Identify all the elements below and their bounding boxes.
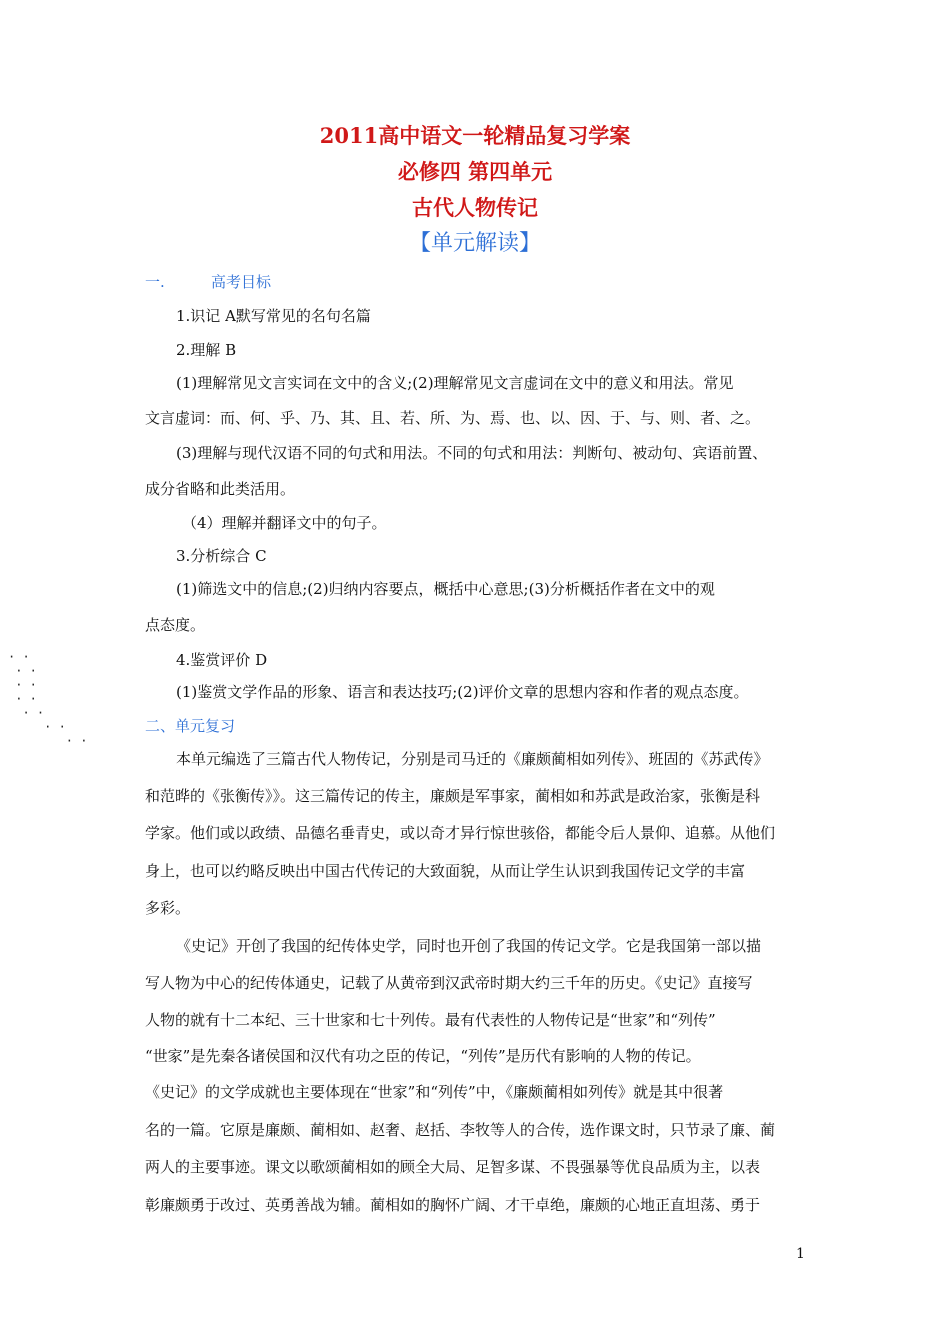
body-line: 名的一篇。它原是廉颇、蔺相如、赵奢、赵括、李牧等人的合传，选作课文时，只节录了廉、蔺 <box>145 1121 776 1139</box>
document-title: 2011高中语文一轮精品复习学案 <box>319 123 631 148</box>
body-line: 点态度。 <box>145 616 206 634</box>
section-heading-unit-review: 二、单元复习 <box>145 717 236 735</box>
body-line: 多彩。 <box>145 899 191 917</box>
body-line: (1)鉴赏文学作品的形象、语言和表达技巧;(2)评价文章的思想内容和作者的观点态度。 <box>176 683 749 701</box>
body-line: 人物的就有十二本纪、三十世家和七十列传。最有代表性的人物传记是“世家”和“列传” <box>145 1011 716 1029</box>
body-line: (3)理解与现代汉语不同的句式和用法。不同的句式和用法：判断句、被动句、宾语前置、 <box>176 444 768 462</box>
body-line: 写人物为中心的纪传体通史，记载了从黄帝到汉武帝时期大约三千年的历史。《史记》直接写 <box>145 974 753 992</box>
body-line: 《史记》的文学成就也主要体现在“世家”和“列传”中，《廉颇蔺相如列传》就是其中很著 <box>145 1083 724 1101</box>
body-line: 4.鉴赏评价 D <box>176 651 268 669</box>
body-line: 彰廉颇勇于改过、英勇善战为辅。蔺相如的胸怀广阔、才干卓绝，廉颇的心地正直坦荡、勇于 <box>145 1196 761 1214</box>
body-line: 成分省略和此类活用。 <box>145 480 296 498</box>
body-line: (1)筛选文中的信息;(2)归纳内容要点，概括中心意思;(3)分析概括作者在文中的观 <box>176 580 715 598</box>
body-line: 2.理解 B <box>176 341 237 359</box>
body-line: 身上，也可以约略反映出中国古代传记的大致面貌，从而让学生认识到我国传记文学的丰富 <box>145 862 746 880</box>
section-label: 【单元解读】 <box>408 231 541 256</box>
body-line: 3.分析综合 C <box>176 547 267 565</box>
section-heading-text: 高考目标 <box>211 273 272 291</box>
body-line: “世家”是先秦各诸侯国和汉代有功之臣的传记，“列传”是历代有影响的人物的传记。 <box>145 1047 701 1065</box>
body-line: 学家。他们或以政绩、品德名垂青史，或以奇才异行惊世骇俗，都能令后人景仰、追慕。从他们 <box>145 824 776 842</box>
margin-marks: · · · · · · · · · · · · · · <box>8 650 88 748</box>
body-line: 和范晔的《张衡传》》。这三篇传记的传主，廉颇是军事家，蔺相如和苏武是政治家，张衡是科 <box>145 787 761 805</box>
body-line: (1)理解常见文言实词在文中的含义;(2)理解常见文言虚词在文中的意义和用法。常见 <box>176 374 734 392</box>
body-line: 本单元编选了三篇古代人物传记，分别是司马迁的《廉颇蔺相如列传》、班固的《苏武传》 <box>176 750 769 768</box>
section-number: 一. <box>145 273 165 291</box>
document-subtitle: 必修四 第四单元 <box>397 159 553 184</box>
body-line: 文言虚词：而、何、乎、乃、其、且、若、所、为、焉、也、以、因、于、与、则、者、之。 <box>145 409 761 427</box>
page-number: 1 <box>796 1246 805 1262</box>
body-line: 两人的主要事迹。课文以歌颂蔺相如的顾全大局、足智多谋、不畏强暴等优良品质为主，以表 <box>145 1158 761 1176</box>
body-line: 1.识记 A默写常见的名句名篇 <box>176 307 371 325</box>
section-heading-exam-goals <box>145 271 271 293</box>
unit-title: 古代人物传记 <box>412 195 538 220</box>
body-line: 《史记》开创了我国的纪传体史学，同时也开创了我国的传记文学。它是我国第一部以描 <box>176 937 762 955</box>
body-line: （4）理解并翻译文中的句子。 <box>182 514 387 532</box>
